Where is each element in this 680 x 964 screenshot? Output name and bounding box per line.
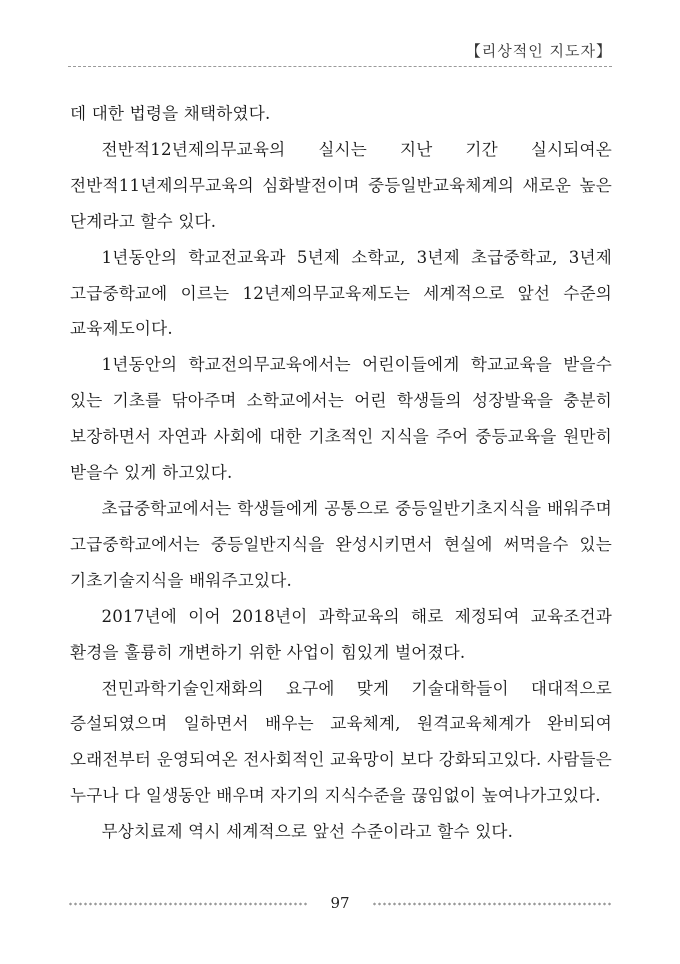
- paragraph-1: 데 대한 법령을 채택하였다.: [70, 104, 271, 123]
- header-divider: [68, 66, 612, 67]
- paragraph-4: 1년동안의 학교전의무교육에서는 어린이들에게 학교교육을 받을수 있는 기초를 닦아주며 소학교에서는 어린 학생들의 성장발육을 충분히 보장하면서 자연과 사회에 대한 기초적인 지식을 주어 중등교육을 원만히 받을수 있게 하고있다.: [70, 355, 612, 483]
- running-header-title: 【리상적인 지도자】: [465, 42, 612, 60]
- page-number: 97: [330, 894, 350, 912]
- footer-ornament-right: [372, 902, 612, 906]
- paragraph-7: 전민과학기술인재화의 요구에 맞게 기술대학들이 대대적으로 증설되였으며 일하면서 배우는 교육체계, 원격교육체계가 완비되여 오래전부터 운영되여온 전사회적인 교육망이 보다 강화되고있다. 사람들은 누구나 다 일생동안 배우며 자기의 지식수준을 끊임없이 높여나가고있다.: [70, 678, 612, 806]
- paragraph-3: 1년동안의 학교전교육과 5년제 소학교, 3년제 초급중학교, 3년제 고급중학교에 이르는 12년제의무교육제도는 세계적으로 앞선 수준의 교육제도이다.: [70, 247, 612, 339]
- paragraph-8: 무상치료제 역시 세계적으로 앞선 수준이라고 할수 있다.: [101, 822, 514, 842]
- paragraph-6: 2017년에 이어 2018년이 과학교육의 해로 제정되여 교육조건과 환경을 훌륭히 개변하기 위한 사업이 힘있게 벌어졌다.: [70, 606, 612, 662]
- page-footer: [68, 890, 612, 920]
- paragraph-5: 초급중학교에서는 학생들에게 공통으로 중등일반기초지식을 배워주며 고급중학교에서는 중등일반지식을 완성시키면서 현실에 써먹을수 있는 기초기술지식을 배워주고있다.: [70, 498, 612, 590]
- body-text: [70, 96, 612, 850]
- paragraph-2: 전반적12년제의무교육의 실시는 지난 기간 실시되여온 전반적11년제의무교육의 심화발전이며 중등일반교육체계의 새로운 높은 단계라고 할수 있다.: [70, 139, 612, 231]
